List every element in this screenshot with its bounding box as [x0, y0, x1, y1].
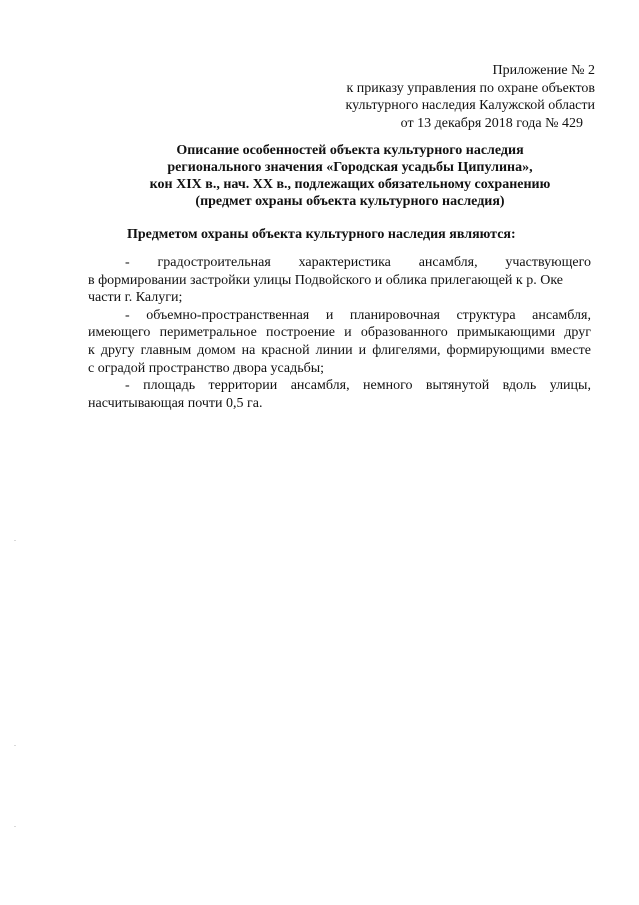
- appendix-date: от 13 декабря 2018 года № 429: [400, 115, 583, 131]
- text-line: с оградой пространство двора усадьбы;: [88, 360, 325, 376]
- text-line: части г. Калуги;: [88, 290, 183, 306]
- list-item: [88, 254, 591, 307]
- word: планировочная: [349, 307, 440, 323]
- word: структура: [456, 307, 516, 323]
- appendix-header: [346, 62, 595, 132]
- scan-artifact: [14, 540, 16, 541]
- word: периметральное: [159, 325, 257, 341]
- title-line-3: кон XIX в., нач. XX в., подлежащих обязательному сохранению: [149, 177, 551, 192]
- title-line-1: Описание особенностей объекта культурного наследия: [176, 143, 524, 158]
- word: ансамбля,: [532, 307, 591, 323]
- word: ансамбля,: [290, 378, 350, 394]
- word: примыкающими: [456, 325, 556, 341]
- word: и: [358, 342, 367, 358]
- word: немного: [363, 378, 413, 394]
- subject-heading: Предметом охраны объекта культурного наследия являются:: [127, 227, 516, 242]
- word: участвующего: [505, 255, 591, 270]
- scan-artifact: [14, 826, 16, 827]
- word: формирующими: [446, 342, 545, 358]
- word: -: [125, 255, 130, 270]
- word: красной: [261, 342, 310, 358]
- word: площадь: [143, 378, 196, 394]
- word: и: [344, 325, 352, 341]
- word: вместе: [550, 342, 591, 358]
- scan-artifact: [14, 745, 16, 746]
- word: вытянутой: [425, 378, 490, 394]
- appendix-number: Приложение № 2: [492, 63, 595, 78]
- justified-line: [88, 342, 591, 360]
- appendix-line-2: культурного наследия Калужской области: [345, 98, 595, 113]
- word: другу: [100, 342, 135, 358]
- text-line: в формировании застройки улицы Подвойского и облика прилегающей к р. Оке: [88, 272, 563, 288]
- text-line: насчитывающая почти 0,5 га.: [88, 395, 263, 411]
- word: -: [125, 307, 130, 323]
- word: линии: [315, 342, 353, 358]
- justified-line: [88, 307, 591, 325]
- justified-line: [88, 377, 591, 395]
- word: домом: [197, 342, 236, 358]
- word: территории: [208, 378, 278, 394]
- word: образованного: [360, 325, 448, 341]
- document-title: [90, 142, 610, 210]
- list-item: [88, 307, 591, 377]
- word: имеющего: [88, 325, 151, 341]
- word: ансамбля,: [418, 255, 478, 270]
- justified-line: [88, 324, 591, 342]
- word: и: [325, 307, 334, 323]
- list-item: [88, 377, 591, 412]
- word: вдоль: [502, 378, 537, 394]
- title-line-4: (предмет охраны объекта культурного наследия): [195, 194, 505, 209]
- title-line-2: регионального значения «Городская усадьбы Ципулина»,: [167, 160, 533, 175]
- word: -: [125, 378, 130, 394]
- word: объемно-пространственная: [146, 307, 310, 323]
- word: к: [88, 342, 95, 358]
- word: на: [241, 342, 256, 358]
- word: построение: [266, 325, 335, 341]
- appendix-line-1: к приказу управления по охране объектов: [346, 80, 595, 96]
- word: главным: [140, 342, 192, 358]
- word: флигелями,: [372, 342, 441, 358]
- word: друг: [564, 325, 591, 341]
- word: улицы,: [549, 378, 591, 394]
- document-body: [88, 254, 591, 412]
- justified-line: [88, 254, 591, 272]
- word: градостроительная: [157, 255, 271, 270]
- word: характеристика: [298, 255, 391, 270]
